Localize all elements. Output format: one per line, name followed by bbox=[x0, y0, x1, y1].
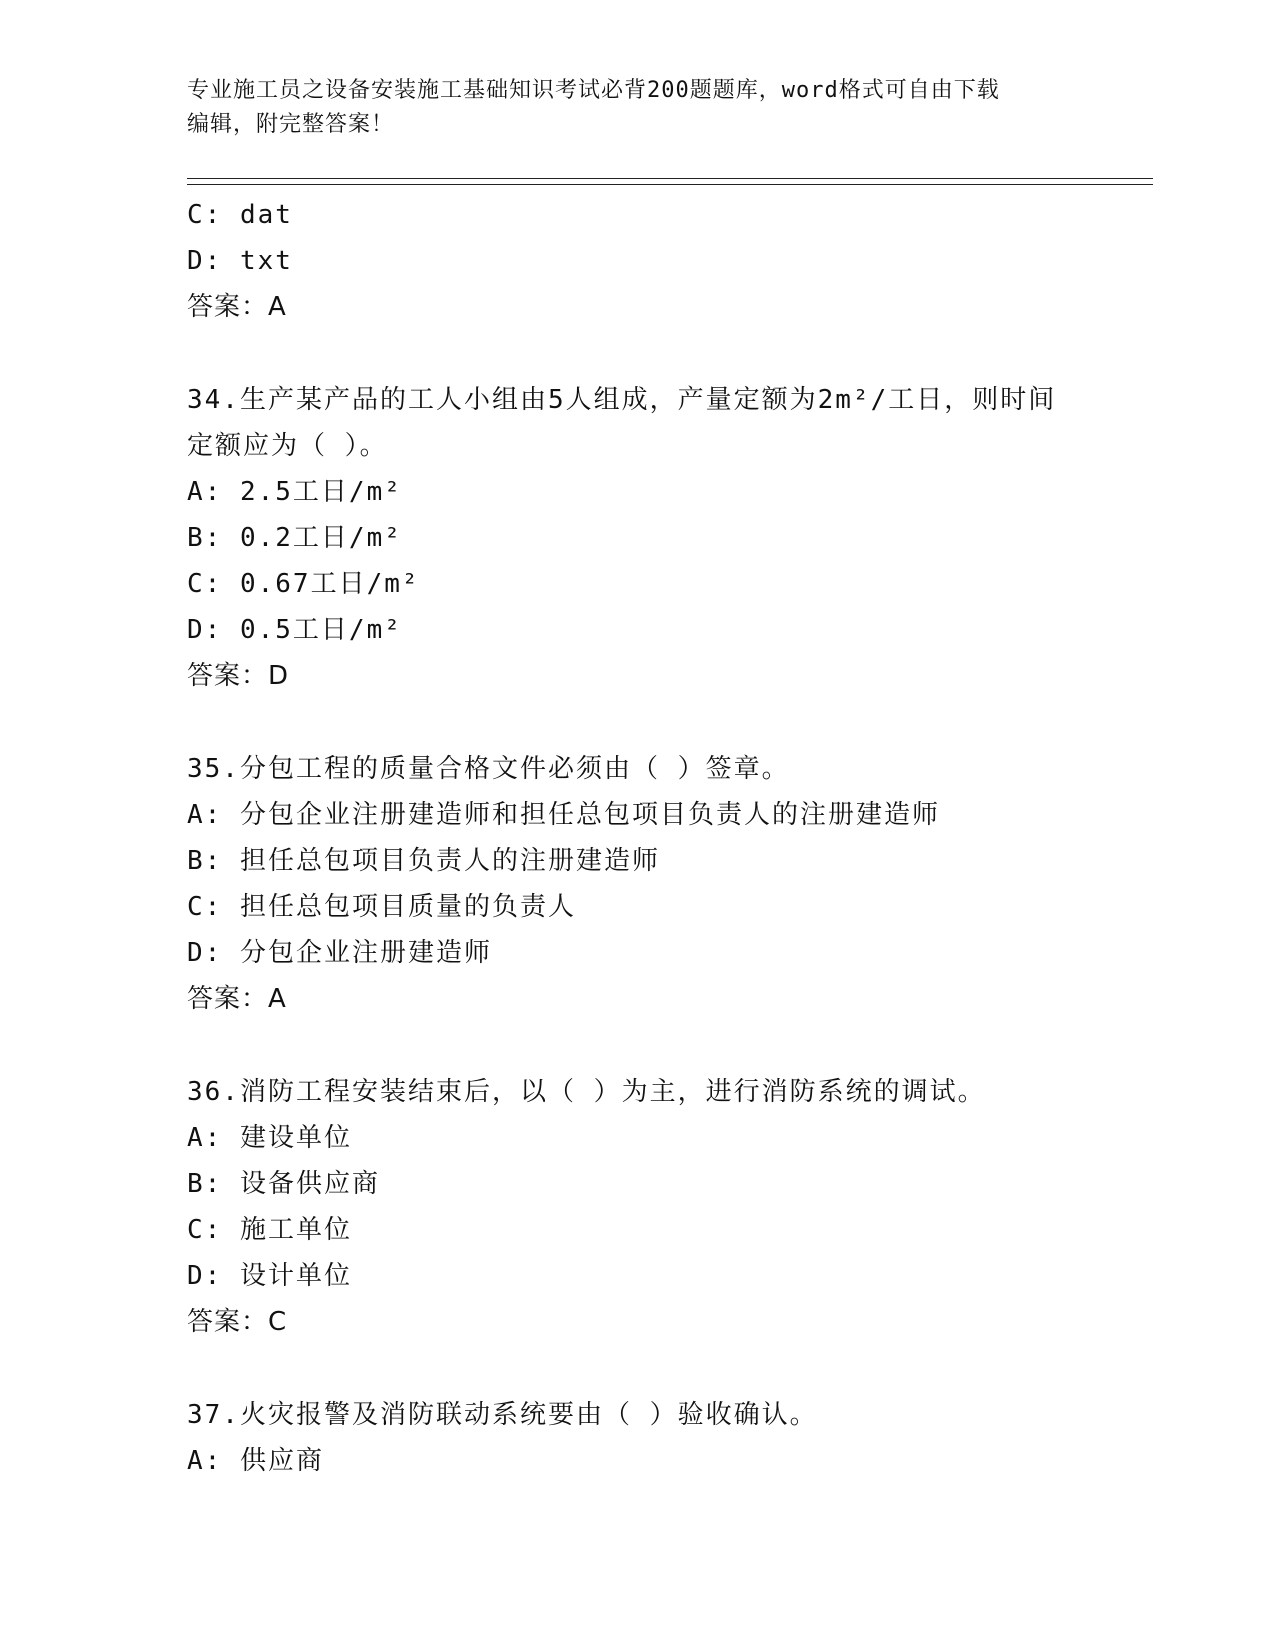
question-stem: 37.火灾报警及消防联动系统要由（ ）验收确认。 bbox=[187, 1400, 818, 1430]
question-list bbox=[187, 192, 1147, 1484]
document-header bbox=[187, 74, 1087, 142]
question-stem: 34.生产某产品的工人小组由5人组成，产量定额为2m²/工日，则时间 bbox=[187, 385, 1057, 415]
spacer bbox=[187, 1022, 1147, 1069]
option-d: D: 0.5工日/m² bbox=[187, 615, 402, 645]
answer-line: 答案：C bbox=[187, 1307, 288, 1337]
header-title-line-1: 专业施工员之设备安装施工基础知识考试必背200题题库，word格式可自由下载 bbox=[187, 78, 1000, 103]
question-34 bbox=[187, 377, 1147, 699]
spacer bbox=[187, 699, 1147, 746]
option-c: C: 施工单位 bbox=[187, 1215, 352, 1245]
question-stem-continued: 定额应为（ ）。 bbox=[187, 431, 388, 461]
answer-line: 答案：A bbox=[187, 984, 287, 1014]
answer-line: 答案：D bbox=[187, 661, 290, 691]
option-a: A: 建设单位 bbox=[187, 1123, 352, 1153]
question-35 bbox=[187, 746, 1147, 1022]
option-d: D: 分包企业注册建造师 bbox=[187, 938, 492, 968]
header-divider bbox=[187, 178, 1153, 185]
option-c: C: dat bbox=[187, 200, 293, 230]
option-a: A: 2.5工日/m² bbox=[187, 477, 402, 507]
spacer bbox=[187, 330, 1147, 377]
option-b: B: 0.2工日/m² bbox=[187, 523, 402, 553]
question-36 bbox=[187, 1069, 1147, 1345]
option-c: C: 0.67工日/m² bbox=[187, 569, 420, 599]
option-d: D: 设计单位 bbox=[187, 1261, 352, 1291]
question-stem: 36.消防工程安装结束后，以（ ）为主，进行消防系统的调试。 bbox=[187, 1077, 986, 1107]
previous-question-tail bbox=[187, 192, 1147, 330]
spacer bbox=[187, 1345, 1147, 1392]
header-title-line-2: 编辑，附完整答案！ bbox=[187, 112, 395, 137]
option-a: A: 分包企业注册建造师和担任总包项目负责人的注册建造师 bbox=[187, 800, 940, 830]
option-b: B: 设备供应商 bbox=[187, 1169, 380, 1199]
option-d: D: txt bbox=[187, 246, 293, 276]
option-c: C: 担任总包项目质量的负责人 bbox=[187, 892, 576, 922]
question-37 bbox=[187, 1392, 1147, 1484]
option-a: A: 供应商 bbox=[187, 1446, 324, 1476]
option-b: B: 担任总包项目负责人的注册建造师 bbox=[187, 846, 660, 876]
question-stem: 35.分包工程的质量合格文件必须由（ ）签章。 bbox=[187, 754, 790, 784]
answer-line: 答案：A bbox=[187, 292, 287, 322]
